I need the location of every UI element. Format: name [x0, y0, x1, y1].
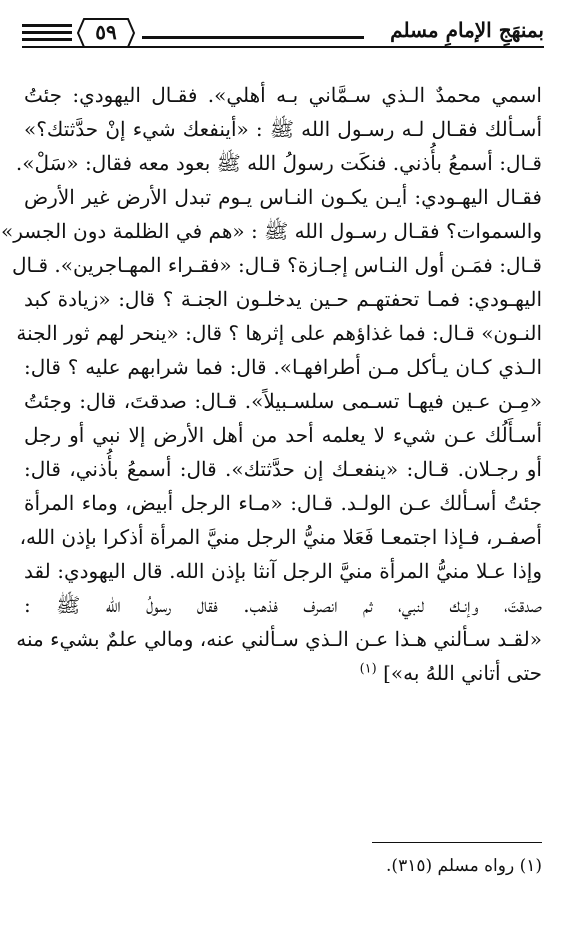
text-line: النـون» قـال: فما غذاؤهم على إثرها ؟ قال: «ينحر لهم ثور الجنة	[16, 321, 542, 345]
text-line-last	[24, 656, 542, 690]
body-text	[0, 78, 542, 690]
footnote-divider	[372, 842, 542, 843]
text-line: قـال: فمَـن أول النـاس إجـازة؟ قـال: «فقـراء المهـاجرين». قـال	[11, 253, 542, 277]
header-rule	[142, 36, 364, 39]
text-line: اليهـودي: فمـا تحفتهـم حـين يدخلـون الجنـة ؟ قال: «زيادة كبد	[24, 287, 542, 311]
text-line: أسـألك فقـال لـه رسـول الله ﷺ : «أينفعك شيء إنْ حدَّثتك؟»	[24, 117, 542, 141]
text-line: «مِـن عـين فيهـا تسـمى سلسـبيلاً». قـال: صدقتَ، قال: وجئتُ	[24, 389, 542, 413]
page-number: ٥٩	[95, 20, 117, 44]
text-line: جئتُ أسـألك عـن الولـد. قـال: «مـاء الرجل أبيض، وماء المرأة	[24, 491, 542, 515]
text-line: «لقـد سـألني هـذا عـن الـذي سـألني عنه، ومالي علمٌ بشيء منه	[16, 627, 542, 651]
page-header	[22, 14, 544, 58]
page-number-badge	[76, 16, 136, 50]
text-line: والسموات؟ فقـال رسـول الله ﷺ : «هم في الظلمة دون الجسر»	[0, 219, 542, 243]
text-line: صدقتَ، وإنـك لنبي، ثم انصرف فذهب. فقال رسولُ الله ﷺ :	[24, 593, 542, 617]
text-line: أو رجـلان. قـال: «ينفعـك إن حدَّثتك». قال: أسمعُ بأُذني، قال:	[24, 457, 542, 481]
text-line: اسمي محمدٌ الـذي سـمَّاني بـه أهلي». فقـال اليهودي: جئتُ	[24, 83, 542, 107]
text-line: الـذي كـان يـأكل مـن أطرافهـا». قال: فما شرابهم عليه ؟ قال:	[24, 355, 542, 379]
header-ornament-rules	[22, 24, 72, 44]
running-title: بمنهَجِ الإمامِ مسلم	[390, 18, 544, 42]
text-line-content: حتى أتاني اللهُ به»]	[383, 661, 542, 685]
text-line: أسـأَلُك عـن شيء لا يعلمه أحد من أهل الأرض إلا نبي أو رجل	[24, 423, 542, 447]
text-line: قـال: أسمعُ بأُذني. فنكَت رسولُ الله ﷺ بعود معه فقال: «سَلْ».	[15, 151, 542, 175]
footnote: (١) رواه مسلم (٣١٥).	[386, 856, 542, 876]
text-line: فقـال اليهـودي: أيـن يكـون النـاس يـوم تبدل الأرض غير الأرض	[24, 185, 542, 209]
text-line: أصفـر، فـإذا اجتمعـا فَعَلا منيُّ الرجل منيَّ المرأة أذكرا بإذن الله،	[19, 525, 542, 549]
footnote-marker: (١)	[359, 661, 377, 677]
header-divider	[22, 46, 544, 48]
text-line: وإذا عـلا منيُّ المرأة منيَّ الرجل آنثا بإذن الله. قال اليهودي: لقد	[24, 559, 542, 583]
